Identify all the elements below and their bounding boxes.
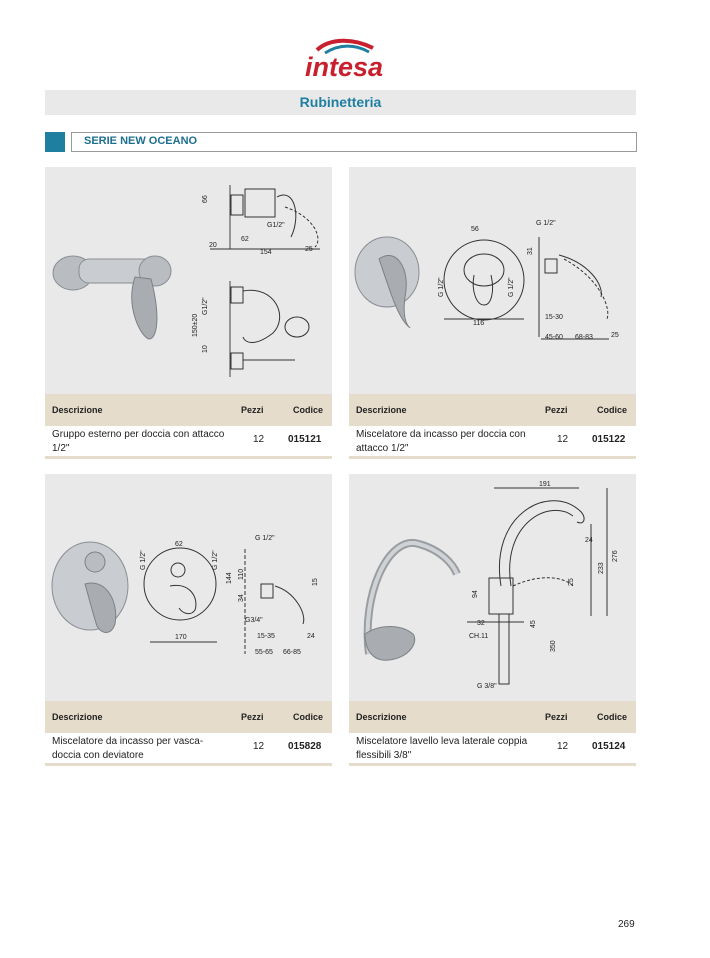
dim-label: 45 bbox=[530, 620, 537, 628]
product-drawing bbox=[349, 474, 636, 701]
product-code: 015124 bbox=[592, 741, 626, 752]
dim-label: 233 bbox=[598, 562, 605, 574]
header-code: Codice bbox=[293, 712, 324, 722]
dim-label: 68-83 bbox=[575, 334, 593, 341]
product-drawing bbox=[349, 167, 636, 394]
dim-label: CH.11 bbox=[469, 633, 489, 640]
product-drawing bbox=[45, 167, 332, 394]
dim-label: G 1/2" bbox=[536, 220, 556, 227]
dim-label: G1/2" bbox=[202, 297, 209, 315]
dim-label: 20 bbox=[209, 242, 217, 249]
product-pieces: 12 bbox=[557, 741, 569, 752]
dim-label: G3/4" bbox=[245, 617, 263, 624]
dim-label: 45-60 bbox=[545, 334, 563, 341]
table-header bbox=[349, 394, 636, 426]
dim-label: 24 bbox=[307, 633, 315, 640]
page-title: Rubinetteria bbox=[299, 94, 382, 110]
header-pieces: Pezzi bbox=[545, 712, 568, 722]
dim-label: G 1/2" bbox=[255, 535, 275, 542]
product-description: Miscelatore da incasso per doccia con attacco 1/2" bbox=[356, 429, 526, 454]
product-drawing bbox=[45, 474, 332, 701]
header-pieces: Pezzi bbox=[545, 405, 568, 415]
dim-label: G 1/2" bbox=[212, 550, 219, 570]
dim-label: 56 bbox=[471, 226, 479, 233]
dim-label: 150±20 bbox=[192, 313, 199, 337]
product-image-panel bbox=[45, 167, 332, 394]
table-row bbox=[45, 426, 332, 459]
header-code: Codice bbox=[293, 405, 324, 415]
header-code: Codice bbox=[597, 405, 628, 415]
dim-label: 144 bbox=[226, 572, 233, 584]
dim-label: 25 bbox=[611, 332, 619, 339]
dim-label: G 1/2" bbox=[140, 550, 147, 570]
product-pieces: 12 bbox=[253, 434, 265, 445]
header-description: Descrizione bbox=[356, 405, 407, 415]
product-pieces: 12 bbox=[557, 434, 569, 445]
dim-label: 66 bbox=[202, 195, 209, 203]
series-marker bbox=[45, 132, 65, 152]
header-description: Descrizione bbox=[356, 712, 407, 722]
dim-label: 62 bbox=[175, 541, 183, 548]
product-description: Gruppo esterno per doccia con attacco 1/2" bbox=[52, 429, 225, 454]
dim-label: 32 bbox=[477, 620, 485, 627]
header-pieces: Pezzi bbox=[241, 712, 264, 722]
dim-label: 62 bbox=[241, 236, 249, 243]
dim-label: G 1/2" bbox=[508, 277, 515, 297]
product-code: 015122 bbox=[592, 434, 626, 445]
product-code: 015828 bbox=[288, 741, 322, 752]
brand-logo bbox=[295, 36, 405, 82]
table-row bbox=[349, 733, 636, 766]
product-image-panel bbox=[349, 167, 636, 394]
dim-label: 15-35 bbox=[257, 633, 275, 640]
table-header bbox=[45, 394, 332, 426]
dim-label: 25 bbox=[568, 578, 575, 586]
dim-label: 34 bbox=[238, 594, 245, 602]
dim-label: 170 bbox=[175, 634, 187, 641]
header-pieces: Pezzi bbox=[241, 405, 264, 415]
table-row bbox=[45, 733, 332, 766]
product-pieces: 12 bbox=[253, 741, 265, 752]
product-image-panel bbox=[45, 474, 332, 701]
series-title: SERIE NEW OCEANO bbox=[84, 135, 198, 147]
dim-label: 15 bbox=[312, 578, 319, 586]
header-code: Codice bbox=[597, 712, 628, 722]
dim-label: 10 bbox=[202, 345, 209, 353]
header-description: Descrizione bbox=[52, 405, 103, 415]
dim-label: 110 bbox=[238, 568, 245, 580]
table-header bbox=[349, 701, 636, 733]
dim-label: 116 bbox=[473, 320, 485, 327]
dim-label: G1/2" bbox=[267, 222, 285, 229]
dim-label: 276 bbox=[612, 550, 619, 562]
dim-label: 24 bbox=[585, 537, 593, 544]
product-image-panel bbox=[349, 474, 636, 701]
dim-label: 94 bbox=[472, 590, 479, 598]
dim-label: 25 bbox=[305, 246, 313, 253]
product-description: Miscelatore lavello leva laterale coppia flessibili 3/8" bbox=[356, 736, 528, 761]
dim-label: 350 bbox=[550, 640, 557, 652]
brand-name: intesa bbox=[305, 52, 384, 82]
dim-label: 154 bbox=[260, 249, 272, 256]
dim-label: 191 bbox=[539, 481, 551, 488]
section-banner bbox=[45, 90, 636, 115]
series-header bbox=[71, 132, 637, 152]
product-description: Miscelatore da incasso per vasca-doccia con deviatore bbox=[52, 736, 204, 761]
dim-label: 15-30 bbox=[545, 314, 563, 321]
product-code: 015121 bbox=[288, 434, 322, 445]
table-row bbox=[349, 426, 636, 459]
dim-label: 31 bbox=[527, 247, 534, 255]
dim-label: G 3/8" bbox=[477, 683, 497, 690]
dim-label: 66-85 bbox=[283, 649, 301, 656]
table-header bbox=[45, 701, 332, 733]
page-number: 269 bbox=[618, 919, 635, 930]
dim-label: G 1/2" bbox=[438, 277, 445, 297]
dim-label: 55-65 bbox=[255, 649, 273, 656]
header-description: Descrizione bbox=[52, 712, 103, 722]
